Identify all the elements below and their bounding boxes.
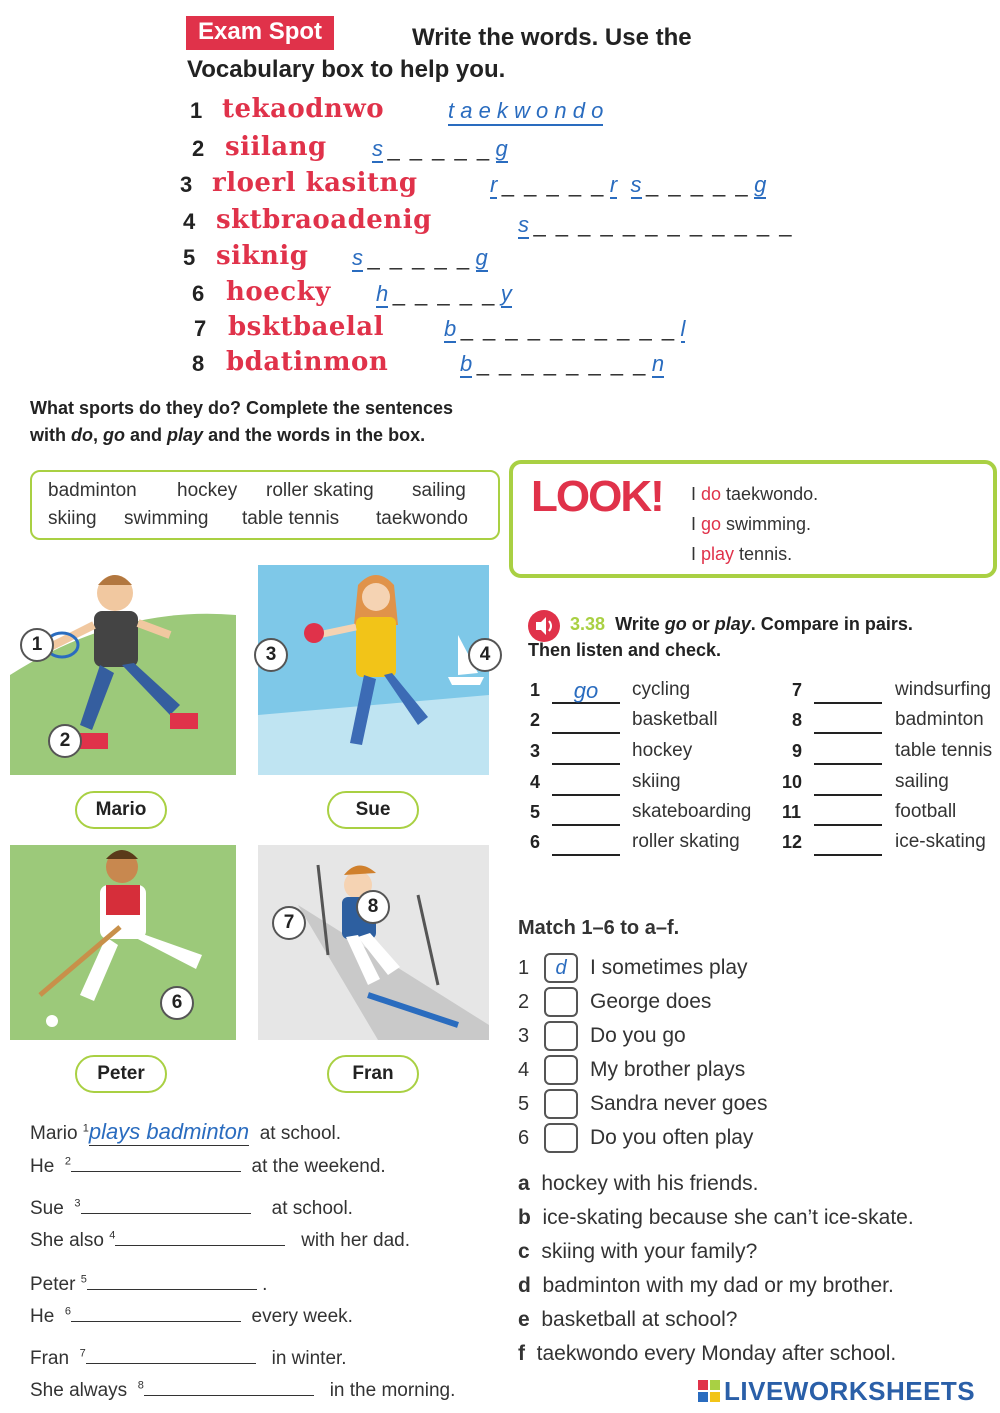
liveworksheets-brand: LIVEWORKSHEETS (724, 1376, 976, 1406)
match-num: 2 (518, 991, 530, 1013)
fran-illustration (258, 845, 489, 1040)
mario-picture (10, 565, 236, 775)
word-box-item: swimming (124, 508, 209, 529)
name-label-sue: Sue (327, 791, 419, 829)
look-example: I do taekwondo. (691, 484, 819, 504)
answer-field[interactable]: s _ _ _ _ _ g (352, 245, 488, 270)
goplay-num: 8 (792, 710, 803, 730)
answer-field[interactable]: s _ _ _ _ _ g (372, 136, 508, 161)
match-option: b ice-skating because she can’t ice-skate. (518, 1206, 914, 1229)
match-option: e basketball at school? (518, 1308, 738, 1331)
match-num: 6 (518, 1127, 530, 1149)
answer-field[interactable]: b _ _ _ _ _ _ _ _ n (460, 351, 665, 376)
exam-spot-badge: Exam Spot (186, 16, 334, 50)
exam-item-num: 1 (190, 98, 203, 123)
match-num: 5 (518, 1093, 530, 1115)
fran-picture (258, 845, 489, 1040)
word-box-item: badminton (48, 480, 137, 501)
match-answer-box[interactable] (544, 1055, 578, 1085)
picture-marker: 3 (254, 638, 288, 672)
word-box-item: skiing (48, 508, 97, 529)
match-num: 1 (518, 957, 530, 979)
answer-field[interactable]: b _ _ _ _ _ _ _ _ _ _ l (444, 316, 686, 341)
exam-item-num: 3 (180, 172, 193, 197)
goplay-word: table tennis (895, 740, 993, 761)
match-num: 3 (518, 1025, 530, 1047)
goplay-num: 3 (530, 741, 541, 761)
sentence-blank[interactable] (87, 1269, 257, 1290)
goplay-blank[interactable] (552, 708, 620, 734)
look-title: LOOK! (531, 472, 663, 521)
exam-item-num: 4 (183, 209, 196, 234)
goplay-word: basketball (632, 709, 718, 730)
goplay-blank[interactable] (814, 678, 882, 704)
scrambled-word: siilang (225, 132, 327, 162)
goplay-word: cycling (632, 679, 691, 700)
picture-marker: 2 (48, 724, 82, 758)
goplay-blank[interactable] (814, 830, 882, 856)
word-box (30, 470, 500, 540)
word-box-item: roller skating (266, 480, 374, 501)
match-answer-box[interactable] (544, 1123, 578, 1153)
match-option: f taekwondo every Monday after school. (518, 1342, 897, 1365)
goplay-blank[interactable] (814, 708, 882, 734)
goplay-num: 9 (792, 741, 803, 761)
goplay-instruction-line2: Then listen and check. (528, 640, 722, 660)
goplay-blank[interactable] (552, 739, 620, 765)
sentence-blank[interactable]: plays badminton (88, 1119, 250, 1144)
sue-illustration (258, 565, 489, 775)
exam-item-num: 6 (192, 281, 205, 306)
goplay-num: 5 (530, 802, 541, 822)
goplay-word: sailing (895, 771, 949, 792)
match-answer-box[interactable]: d (544, 953, 578, 983)
goplay-num: 11 (782, 802, 802, 822)
goplay-blank[interactable] (814, 770, 882, 796)
sports-instruction-line2: with do, go and play and the words in the box. (30, 425, 426, 445)
sentence-blank[interactable] (144, 1375, 314, 1396)
goplay-blank[interactable]: go (552, 678, 620, 704)
goplay-instruction-line1: 3.38 Write go or play. Compare in pairs. (570, 614, 913, 634)
sentence: Mario $^1$plays badminton at school. (30, 1119, 342, 1144)
goplay-blank[interactable] (552, 830, 620, 856)
sue-picture (258, 565, 489, 775)
exam-item-num: 8 (192, 351, 205, 376)
sentence: He $^2$ at the weekend. (30, 1151, 386, 1178)
sentence-blank[interactable] (71, 1301, 241, 1322)
goplay-num: 2 (530, 710, 541, 730)
match-answer-box[interactable] (544, 1089, 578, 1119)
picture-marker: 7 (272, 906, 306, 940)
goplay-blank[interactable] (814, 800, 882, 826)
match-instruction: Match 1–6 to a–f. (518, 917, 680, 939)
word-box-item: table tennis (242, 508, 340, 529)
liveworksheets-logo-icon (698, 1380, 720, 1402)
match-text: George does (590, 990, 712, 1013)
peter-illustration (10, 845, 236, 1040)
picture-marker: 4 (468, 638, 502, 672)
goplay-word: badminton (895, 709, 984, 730)
match-text: Do you often play (590, 1126, 754, 1149)
word-box-item: hockey (177, 480, 238, 501)
scrambled-word: bsktbaelal (228, 312, 385, 342)
scrambled-word: rloerl kasitng (212, 168, 418, 198)
match-text: Sandra never goes (590, 1092, 768, 1115)
goplay-num: 4 (530, 772, 541, 792)
word-box-item: taekwondo (376, 508, 468, 529)
sentence-blank[interactable] (86, 1343, 256, 1364)
sentence: Sue $^3$ at school. (30, 1193, 353, 1220)
name-label-fran: Fran (327, 1055, 419, 1093)
sentence: Peter $^5$ . (30, 1269, 267, 1296)
match-answer-box[interactable] (544, 1021, 578, 1051)
match-text: Do you go (590, 1024, 686, 1047)
match-option: c skiing with your family? (518, 1240, 758, 1263)
name-label-mario: Mario (75, 791, 167, 829)
goplay-word: football (895, 801, 957, 822)
exam-instruction-line1: Write the words. Use the (412, 24, 692, 51)
match-option: d badminton with my dad or my brother. (518, 1274, 894, 1297)
goplay-blank[interactable] (552, 800, 620, 826)
answer-field[interactable]: r _ _ _ _ _ r s _ _ _ _ _ g (490, 172, 767, 197)
picture-marker: 8 (356, 890, 390, 924)
goplay-word: roller skating (632, 831, 740, 852)
name-label-peter: Peter (75, 1055, 167, 1093)
exam-item-num: 2 (192, 136, 205, 161)
goplay-num: 10 (782, 772, 803, 792)
goplay-word: windsurfing (895, 679, 992, 700)
goplay-blank[interactable] (814, 739, 882, 765)
match-text: My brother plays (590, 1058, 746, 1081)
answer-field[interactable]: h _ _ _ _ _ y (376, 281, 512, 306)
sentence: She always $^8$ in the morning. (30, 1375, 455, 1402)
goplay-word: hockey (632, 740, 693, 761)
goplay-word: ice-skating (895, 831, 986, 852)
scrambled-word: sktbraoadenig (216, 205, 432, 235)
peter-picture (10, 845, 236, 1040)
mario-illustration (10, 565, 236, 775)
goplay-num: 6 (530, 832, 541, 852)
sentence: He $^6$ every week. (30, 1301, 353, 1328)
exam-instruction-line2: Vocabulary box to help you. (187, 56, 506, 83)
sports-instruction-line1: What sports do they do? Complete the sentences (30, 398, 454, 418)
exam-item-num: 7 (194, 316, 207, 341)
look-example: I play tennis. (691, 544, 793, 564)
picture-marker: 6 (160, 986, 194, 1020)
goplay-blank[interactable] (552, 770, 620, 796)
speaker-icon (528, 610, 560, 642)
sentence-blank[interactable] (71, 1151, 241, 1172)
word-box-item: sailing (412, 480, 466, 501)
look-example: I go swimming. (691, 514, 812, 534)
scrambled-word: hoecky (226, 277, 331, 307)
goplay-num: 7 (792, 680, 803, 700)
look-box (509, 460, 997, 578)
sentence: Fran $^7$ in winter. (30, 1343, 347, 1370)
scrambled-word: tekaodnwo (222, 94, 385, 124)
sentence-blank[interactable] (115, 1225, 285, 1246)
exam-item-num: 5 (183, 245, 196, 270)
sentence-blank[interactable] (81, 1193, 251, 1214)
picture-marker: 1 (20, 628, 54, 662)
answer-field[interactable]: s _ _ _ _ _ _ _ _ _ _ _ _ (518, 212, 794, 237)
scrambled-word: siknig (216, 241, 309, 271)
scrambled-word: bdatinmon (226, 347, 389, 377)
audio-icon[interactable] (528, 610, 560, 642)
goplay-word: skiing (632, 771, 681, 792)
match-option: a hockey with his friends. (518, 1172, 759, 1195)
sentence: She also $^4$ with her dad. (30, 1225, 410, 1252)
goplay-word: skateboarding (632, 801, 752, 822)
goplay-num: 1 (530, 680, 541, 700)
match-num: 4 (518, 1059, 530, 1081)
match-answer-box[interactable] (544, 987, 578, 1017)
answer-field[interactable]: t a e k w o n d o (448, 98, 603, 126)
goplay-num: 12 (782, 832, 803, 852)
match-text: I sometimes play (590, 956, 748, 979)
